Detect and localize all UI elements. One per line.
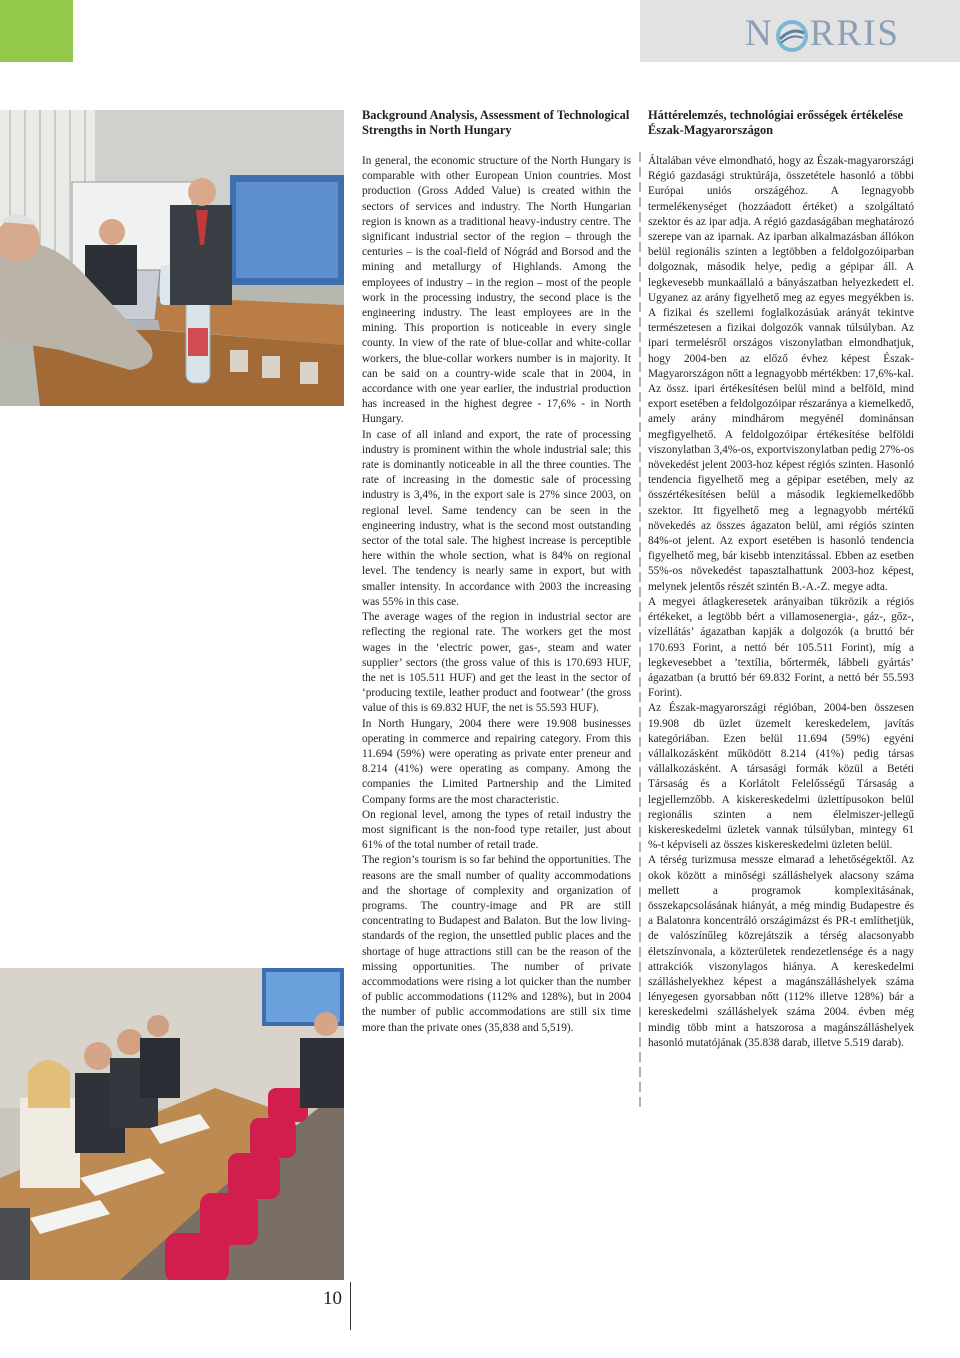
english-paragraph: In general, the economic structure of the North Hungary is comparable with other European Union countries. Most production (Gross Added Value) is created within the sectors of services and industry. The North Hungarian region is known as a traditional heavy-industry centre. The significant industrial sector of the region – through the centuries – is the coal-field of Nógrád and Borsod and the mining and metallurgy of Highlands. Among the employees of industry – in the region – most of the people work in the processing industry, the second place is the engineering industry. The least employees are in the mining. This proportion is noticeable in every single county. In view of the rate of blue-collar and white-collar workers, the blue-collar workers number is in majority. It can be said on a country-wide scale that in 2004, in accordance with one year earlier, the industrial production has increased in the highest degree - 17,6% - in North Hungary.	[362, 155, 631, 426]
logo-text-left: N	[745, 13, 774, 54]
hungarian-column	[648, 108, 914, 1051]
english-paragraph: In North Hungary, 2004 there were 19.908 businesses operating in commerce and repairing category. From this 11.694 (59%) were operating as private enter preneur and 8.214 (41%) were operating as company. Among the companies the Limited Partnership and the Limited Company forms are the most characteristic.	[362, 717, 631, 806]
hungarian-heading	[648, 108, 914, 154]
english-heading-line2: Strengths in North Hungary	[362, 122, 512, 137]
english-paragraph: On regional level, among the types of retail industry the most significant is the non-food type retailer, just about 61% of the total number of retail trade.	[362, 808, 631, 852]
hungarian-paragraph: A térség turizmusa messze elmarad a lehetőségektől. Az okok között a minőségi szálláshelyek alacsony száma mellett a programok komplexitásának, összekapcsolásának hiányát, a még mindig Budapestre és a Balatonra koncentráló országimázst és PR-t említhetjük, de valószínűleg közrejátszik a térség alacsonyabb életszínvonala, a közterületek rendezetlensége és a nagy attrakciók viszonylagos hiánya. A kereskedelmi szálláshelyekhez képest a magánszálláshelyek száma lényegesen gyorsabban nőtt (112% illetve 128%) bár a kereskedelmi szálláshelyek száma 2004. évben még mindig több mint a hatszorosa a magánszálláshelyek hasonló mutatójának (35.838 darab, illetve 5.519 darab).	[648, 854, 914, 1049]
english-paragraph: The region’s tourism is so far behind the opportunities. The reasons are the small number of quality accommodations and the shortage of complexity and organization of programs. The country-image and PR are still concentrating to Budapest and Balaton. But the low living-standards of the region, the unsettled public places and the shortage of huge attractions still can be the reason of the missing opportunities. The number of private accommodations were rising a lot quicker than the number of public accommodations (112% and 128%), but in 2004 the number of public accommodations are still six time more than the private ones (35,838 and 5,519).	[362, 854, 631, 1034]
meeting-photo-top	[0, 110, 344, 406]
hungarian-heading-line1: Háttérelemzés, technológiai erősségek értékelése	[648, 108, 904, 122]
logo-text-right: RRIS	[809, 13, 900, 54]
page-number: 10	[323, 1288, 342, 1309]
hungarian-paragraph: Általában véve elmondható, hogy az Észak-magyarországi Régió gazdasági struktúrája, összetétele hasonló a többi Európai uniós országéhoz. A legnagyobb termelékenységet (hozzáadott értéket) a szolgáltató szektor és az ipar adja. A régió gazdaságában meghatározó szerepe van az iparnak. Az iparban alkalmazásban állókon belül regionális szinten a legtöbben a feldolgozóiparban dolgoznak, második helye, pedig a gépipar áll. A legkevesebb munkaállaló a bányászatban helyezkedett el. Ugyanez az arány figyelhető meg az egyes megyékben is. A fizikai és szellemi foglalkozásúak arányát tekintve természetesen a fizikai dolgozók vannak túlsúlyban. Az ipari termelésről országos viszonylatban elmondhatjuk, hogy 2004-ben az előző évhez képest Észak-Magyarországon nőtt a legnagyobb mértékben: 17,6%-kal.	[648, 155, 914, 380]
hungarian-heading-line2: Észak-Magyarországon	[648, 122, 774, 137]
column-divider	[638, 152, 642, 1107]
english-column	[362, 108, 631, 1036]
english-heading	[362, 108, 631, 154]
english-paragraph: In case of all inland and export, the rate of processing industry is prominent within the whole industrial sale; this rate is dominantly noticeable in all the three counties. The rate of increasing in the domestic sale of processing industry is 3,4%, in the export sale is 27% since 2003, on regional level. Same tendency can be seen in the engineering industry, what is the second most outstanding sector of the total sale. The highest increase is perceptible here within the whole section, what is 84% on regional level. The tendency is nearly same in export, but with smaller intensity. In accordance with 2003 the increasing was 55% in this case.	[362, 428, 631, 608]
norris-logo	[745, 14, 900, 54]
page-number-rule	[350, 1282, 351, 1330]
green-corner-block	[0, 0, 73, 62]
english-paragraph: The average wages of the region in industrial sector are reflecting the regional rate. The workers get the most wages in the ‘electric power, gas-, steam and water supplier’ sectors (the gross value of this is 170.693 HUF, the net is 105.511 HUF) and get the least in the sector of ‘producing textile, leather product and footwear’ (the gross value of this is 69.832 HUF, the net is 55.593 HUF).	[362, 611, 631, 715]
logo-ring-icon	[775, 19, 809, 53]
english-heading-line1: Background Analysis, Assessment of Technological	[362, 108, 630, 122]
hungarian-paragraph: A megyei átlagkeresetek arányaiban tükrözik a régiós értékeket, a legtöbb bért a villamosenergia-, gáz-, gőz-, vízellátás’ ágazatban kapják a dolgozók (a bruttó bér 170.693 Forint, a nettó bér 105.511 Forint), míg a legkevesebbet a ’textília, bőrtermék, lábbeli gyártás’ ágazatban (a bruttó bér 69.832 Forint, a nettó bér 55.593 Forint).	[648, 595, 914, 700]
meeting-photo-bottom	[0, 968, 344, 1280]
hungarian-paragraph: Az Észak-magyarországi régióban, 2004-ben összesen 19.908 db üzlet üzemelt kereskedelem, javítás kategóriában. Ezen belül 11.694 (59%) egyéni vállalkozásként működött 8.214 (41%) pedig társas vállalkozásként. A társasági formák közül a Betéti Társaság és a Korlátolt Felelősségű Társaság a legjellemzőbb. A kiskereskedelmi üzlettípusokon belül regionális szinten a nem élelmiszer-jellegű kiskereskedelmi üzletek vannak túlsúlyban, mintegy 61 %-t képviseli az összes kiskereskedelmi üzleten belül.	[648, 702, 914, 852]
hungarian-paragraph: Az össz. ipari értékesítésen belül mind a belföld, mind export esetében a feldolgozóipar részaránya a kiemelkedő, amely arány mindhárom megyénél dominánsan megfigyelhető. A feldolgozóipar értékesítése belföldi viszonylatban 3,4%-os, exportviszonylatban pedig 27%-os növekedést jelent 2003-hoz képest régiós szinten. Hasonló tendencia figyelhető meg a gépipar esetében, mely az összértékesítésen belül a második legkiemelkedőbb szektor. Itt figyelhető meg a legnagyobb mértékű növekedés az összes ágazaton belül, ami régiós szinten 84%-ot jelent. Az export esetében is hasonló tendencia figyelhető meg, bár kisebb intenzitással. Ebben az esetben 55%-os növekedést tapasztalhattunk 2003-hoz képest, melynek jelentős részét szintén B.-A.-Z. megye adta.	[648, 383, 914, 593]
